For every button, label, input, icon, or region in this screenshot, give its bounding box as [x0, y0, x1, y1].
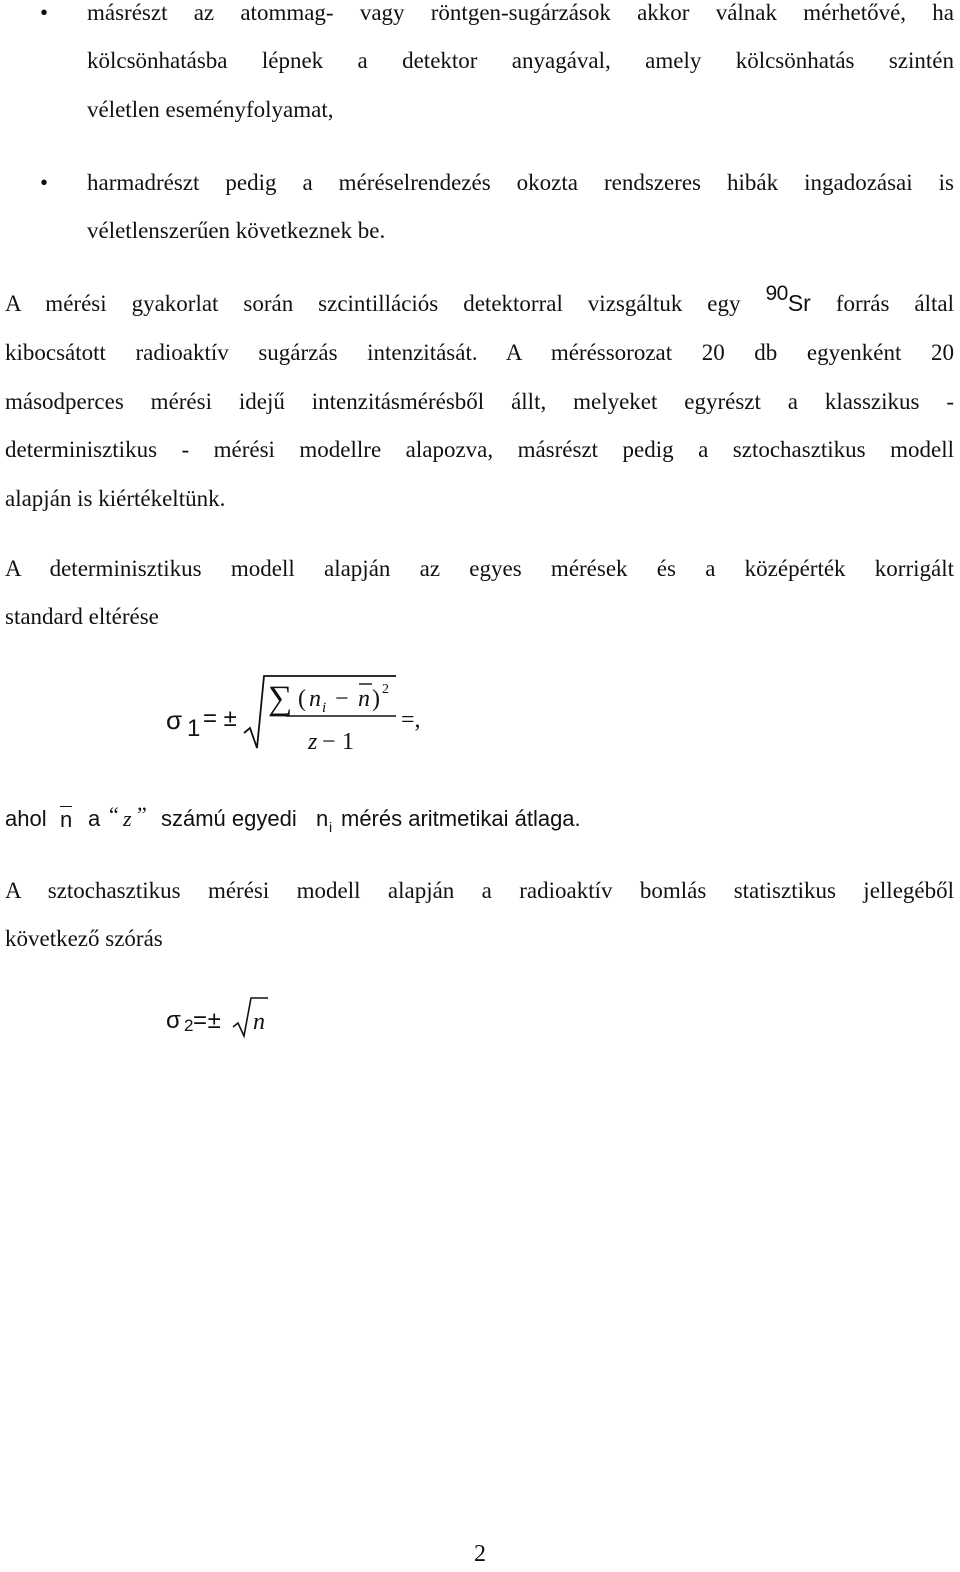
- sigma-symbol: σ: [166, 1007, 181, 1034]
- note-word: ahol: [5, 806, 47, 831]
- minus-sign: −: [335, 686, 349, 712]
- close-paren: ): [372, 686, 380, 712]
- formula-tail: =,: [401, 707, 421, 733]
- n-bar: n: [358, 686, 370, 712]
- text-line: [5, 279, 954, 329]
- text-segment: A mérési gyakorlat során szcintillációs detektorral vizsgáltuk egy: [5, 291, 741, 316]
- denominator-minus: −: [322, 729, 336, 755]
- text-line: determinisztikus - mérési modellre alapozva, másrészt pedig a sztochasztikus modell: [5, 437, 954, 463]
- paragraph-stochastic: [5, 867, 954, 964]
- text-line: véletlenszerűen következnek be.: [87, 218, 386, 244]
- n-bar: n: [60, 807, 73, 832]
- n-i-base: n: [309, 686, 321, 712]
- bullet-text: [87, 0, 954, 134]
- text-line: kibocsátott radioaktív sugárzás intenzitását. A méréssorozat 20 db egyenként 20: [5, 340, 954, 366]
- text-line: másodperces mérési idejű intenzitásmérésből állt, melyeket egyrészt a klasszikus -: [5, 388, 954, 414]
- equals-plus-minus: = ±: [193, 1007, 218, 1034]
- text-line: másrészt az atommag- vagy röntgen-sugárzások akkor válnak mérhetővé, ha: [87, 0, 954, 25]
- radicand-n: n: [253, 1009, 265, 1035]
- note-n: n: [316, 806, 329, 831]
- isotope-symbol: Sr: [787, 290, 811, 316]
- note-word: a: [88, 806, 101, 831]
- quote-mark: ”: [137, 802, 147, 827]
- text-line: standard eltérése: [5, 604, 159, 630]
- text-segment: forrás által: [835, 291, 955, 316]
- note-word: mérés aritmetikai átlaga.: [341, 806, 581, 831]
- open-paren: (: [298, 686, 306, 712]
- text-line: kölcsönhatásba lépnek a detektor anyagával, amely kölcsönhatás szintén: [87, 48, 954, 74]
- text-line: harmadrészt pedig a méréselrendezés okozta rendszeres hibák ingadozásai is: [87, 170, 954, 195]
- equals-plus-minus: = ±: [203, 705, 237, 732]
- sigma-subscript: 1: [187, 715, 201, 742]
- sigma-symbol: σ: [166, 705, 183, 735]
- exponent: 2: [382, 682, 389, 697]
- note-n-subscript: i: [329, 819, 333, 835]
- denominator-one: 1: [342, 729, 354, 755]
- text-line: alapján is kiértékeltünk.: [5, 485, 226, 511]
- note-line: [5, 795, 905, 845]
- denominator-z: z: [308, 729, 318, 755]
- text-line: A determinisztikus modell alapján az egyes mérések és a középérték korrigált: [5, 556, 954, 581]
- page-number: 2: [474, 1541, 486, 1567]
- paragraph-deterministic: [5, 545, 954, 642]
- text-line: következő szórás: [5, 926, 163, 952]
- paragraph-intro: [5, 279, 954, 523]
- text-line: A sztochasztikus mérési modell alapján a radioaktív bomlás statisztikus jellegéből: [5, 878, 954, 903]
- isotope-mass: 90: [765, 282, 788, 305]
- note-word: számú egyedi: [161, 806, 297, 831]
- n-i-subscript: i: [322, 700, 327, 716]
- note-z: z: [123, 806, 132, 831]
- isotope-label: [765, 282, 811, 316]
- bullet-icon: •: [40, 0, 49, 25]
- bullet-icon: •: [40, 170, 49, 195]
- bullet-text: [87, 159, 954, 256]
- sum-icon: ∑: [268, 680, 293, 717]
- sigma-subscript: 2: [184, 1016, 194, 1035]
- text-line: véletlen eseményfolyamat,: [87, 96, 334, 122]
- quote-mark: “: [109, 802, 119, 827]
